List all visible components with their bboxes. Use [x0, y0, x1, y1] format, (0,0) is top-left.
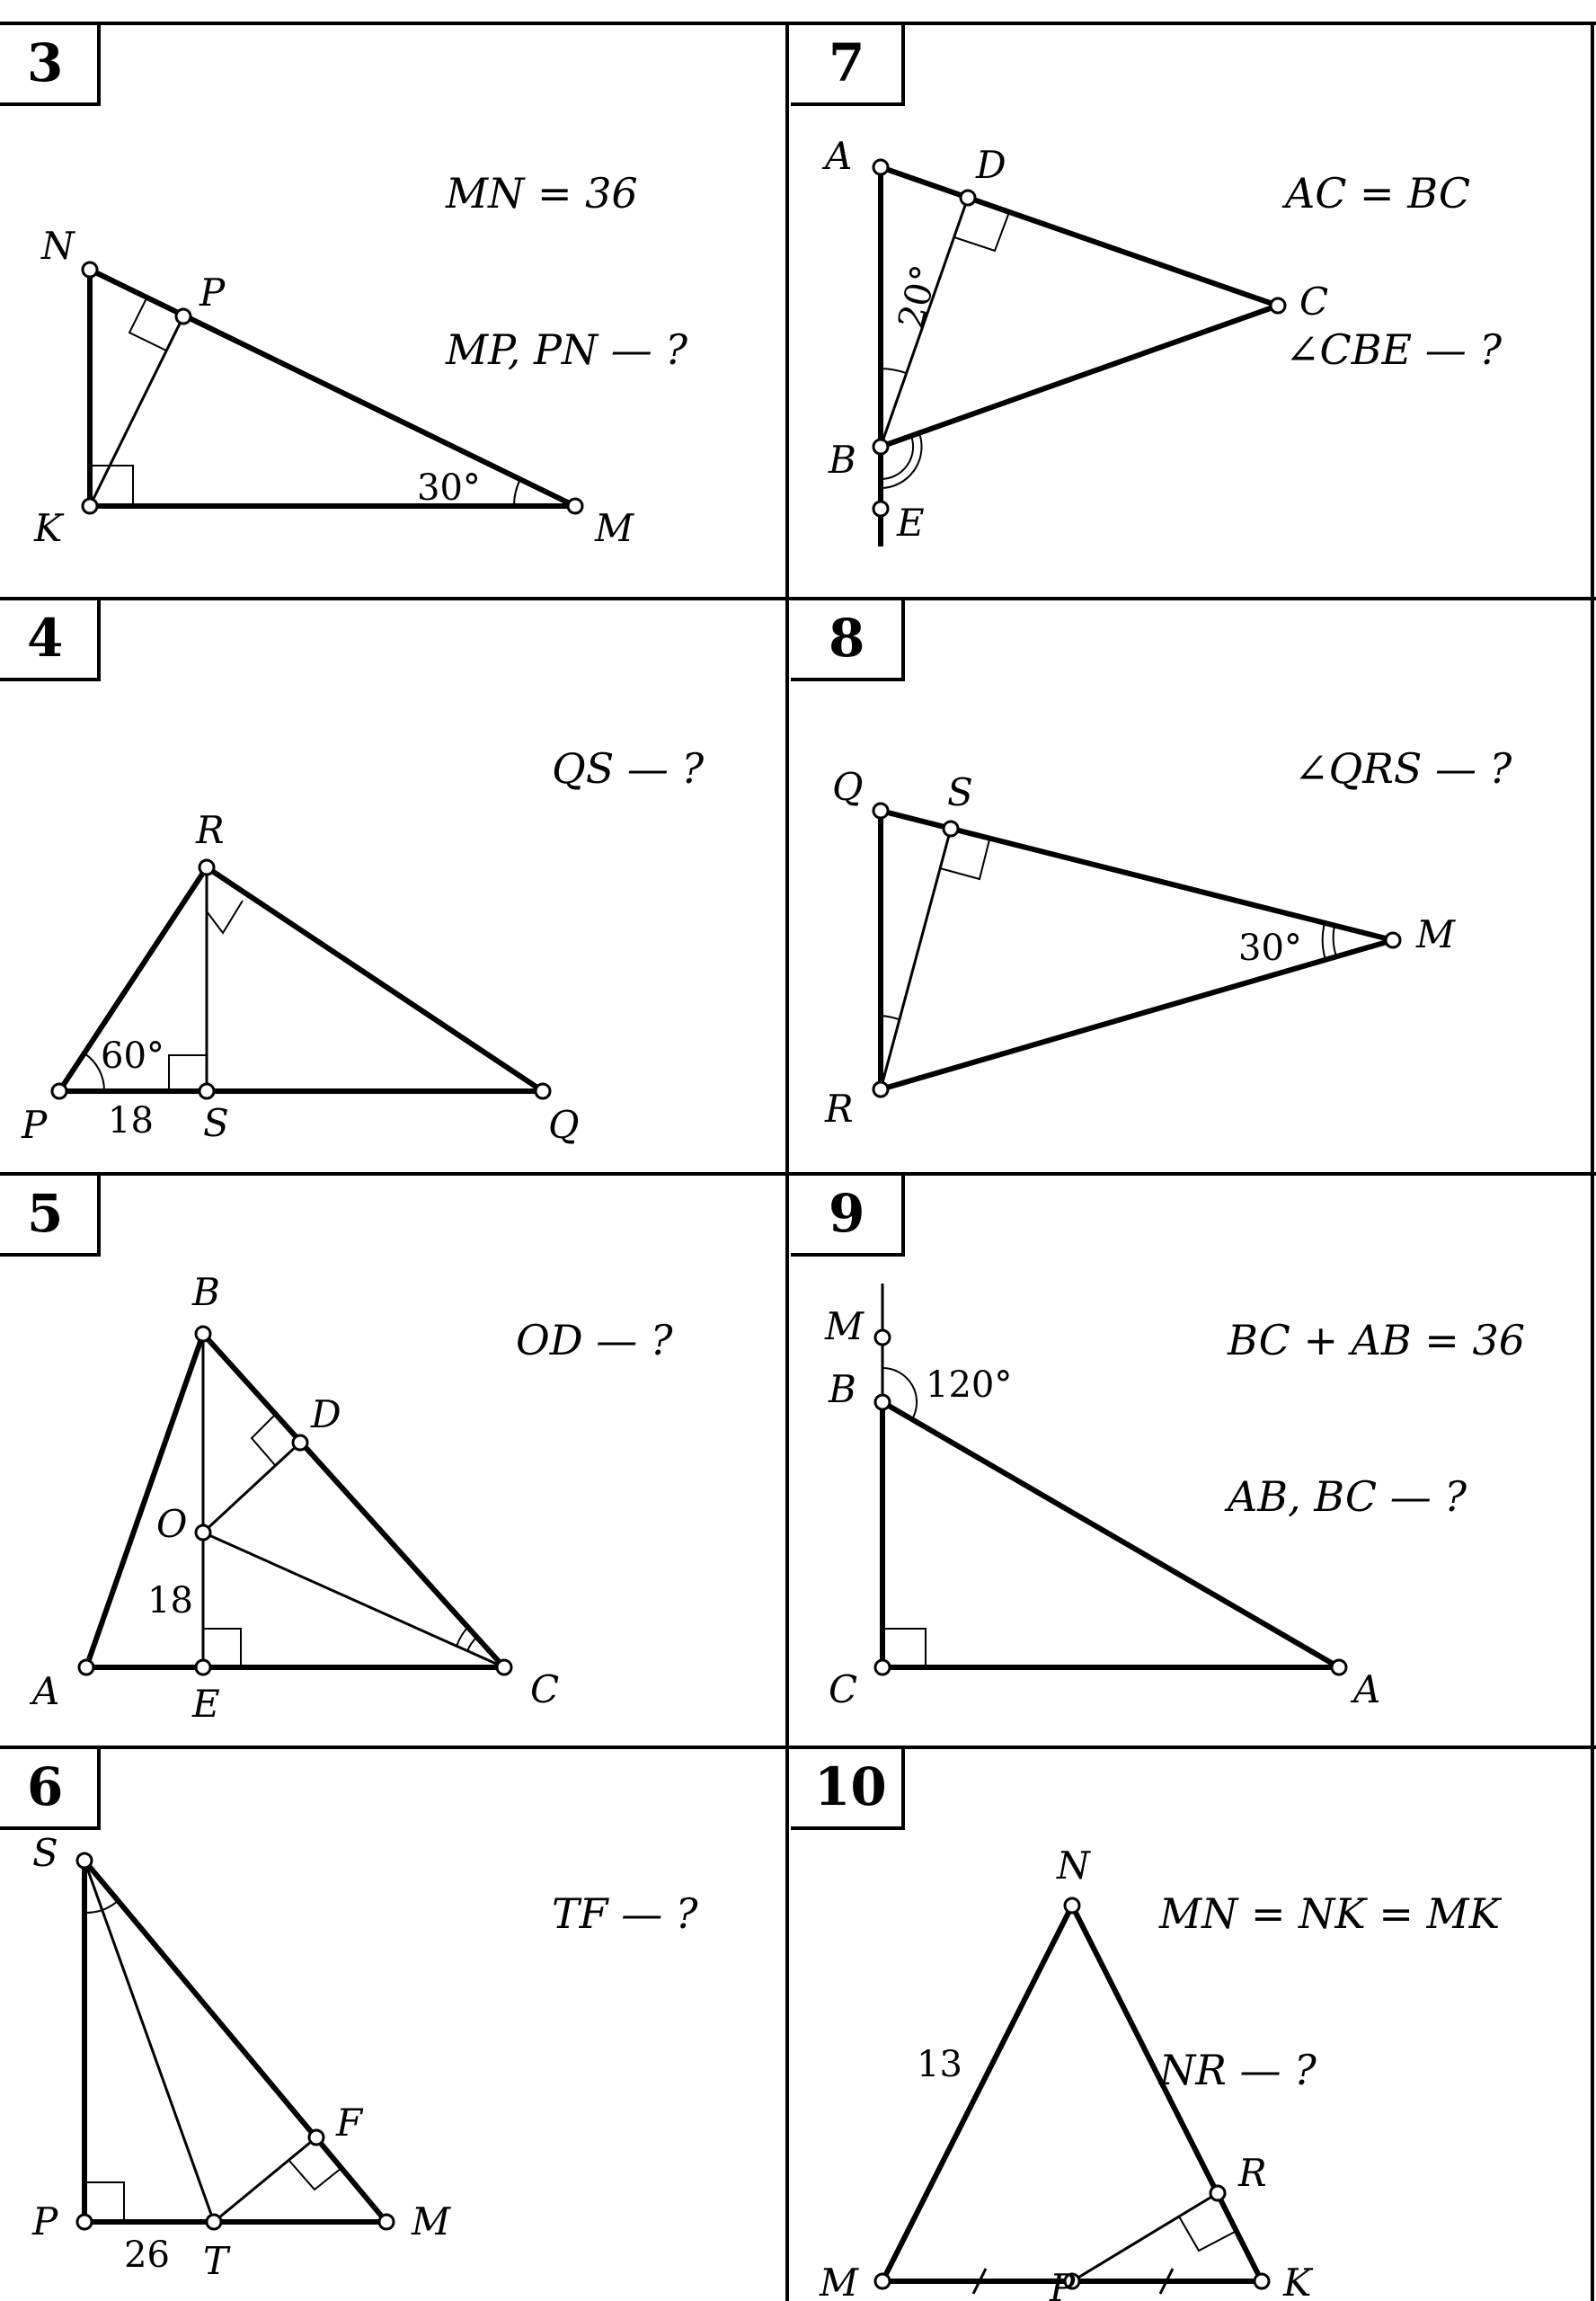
given-7-line-2: ∠CBE — ?	[1285, 325, 1503, 374]
angle-8: 30°	[1238, 928, 1302, 969]
label-9-B: B	[829, 1367, 856, 1411]
given-6-line-1: TF — ?	[552, 1889, 698, 1938]
problem-number-7: 7	[829, 32, 865, 93]
problem-number-10: 10	[814, 1756, 887, 1817]
label-6-T: T	[203, 2239, 229, 2283]
label-8-R: R	[825, 1087, 854, 1131]
given-5-line-1: OD — ?	[516, 1316, 673, 1364]
label-8-Q: Q	[832, 765, 864, 809]
label-9-M: M	[825, 1304, 864, 1348]
given-10-line-2: NR — ?	[1159, 2046, 1317, 2094]
label-7-A: A	[825, 134, 853, 178]
given-9-line-1: BC + AB = 36	[1228, 1316, 1525, 1364]
label-5-O: O	[156, 1502, 188, 1546]
label-5-E: E	[192, 1682, 220, 1726]
angle-4: 60°	[101, 1035, 164, 1077]
label-4-S: S	[203, 1101, 229, 1145]
label-5-B: B	[192, 1270, 220, 1314]
angle-9: 120°	[926, 1364, 1013, 1406]
problem-number-5: 5	[27, 1183, 64, 1244]
problem-number-4: 4	[27, 608, 64, 669]
segment-6: 26	[124, 2234, 170, 2276]
given-9-line-2: AB, BC — ?	[1228, 1472, 1467, 1521]
angle-7: 20°	[891, 261, 946, 333]
label-6-F: F	[336, 2101, 363, 2145]
label-7-B: B	[829, 438, 856, 482]
label-6-M: M	[412, 2199, 451, 2243]
label-6-P: P	[32, 2199, 58, 2243]
label-4-R: R	[196, 808, 225, 852]
label-5-D: D	[311, 1392, 341, 1436]
problem-number-8: 8	[829, 608, 865, 669]
label-5-C: C	[530, 1667, 560, 1711]
label-10-P: P	[1050, 2266, 1076, 2301]
label-5-A: A	[32, 1669, 60, 1713]
given-3-line-1: MN = 36	[446, 169, 638, 218]
problem-number-9: 9	[829, 1183, 865, 1244]
label-10-R: R	[1238, 2151, 1267, 2195]
segment-10: 13	[917, 2044, 962, 2085]
label-6-S: S	[32, 1831, 58, 1875]
given-4-line-1: QS — ?	[552, 744, 705, 793]
label-7-E: E	[897, 501, 925, 545]
label-10-K: K	[1283, 2261, 1312, 2301]
angle-3: 30°	[417, 467, 481, 509]
right-angle-r	[1179, 2217, 1237, 2251]
label-3-K: K	[34, 506, 63, 550]
segment-pr	[1072, 2193, 1218, 2281]
segment-5: 18	[147, 1580, 193, 1621]
given-3-line-2: MP, PN — ?	[446, 325, 688, 374]
label-3-P: P	[200, 271, 226, 315]
label-9-A: A	[1353, 1667, 1381, 1711]
label-4-Q: Q	[548, 1103, 580, 1147]
problem-number-3: 3	[27, 32, 64, 93]
label-7-D: D	[976, 143, 1006, 187]
label-10-M: M	[820, 2261, 859, 2301]
problem-number-6: 6	[27, 1756, 64, 1817]
label-3-N: N	[41, 224, 75, 268]
label-7-C: C	[1299, 280, 1329, 324]
label-3-M: M	[595, 506, 634, 550]
given-10-line-1: MN = NK = MK	[1159, 1889, 1501, 1938]
side-mn	[882, 1906, 1072, 2281]
label-4-P: P	[22, 1103, 48, 1147]
label-8-M: M	[1416, 912, 1456, 956]
label-10-N: N	[1057, 1843, 1090, 1888]
given-7-line-1: AC = BC	[1285, 169, 1471, 218]
label-9-C: C	[829, 1667, 858, 1711]
segment-4: 18	[108, 1100, 154, 1142]
label-8-S: S	[947, 770, 973, 814]
given-8-line-1: ∠QRS — ?	[1294, 744, 1512, 793]
